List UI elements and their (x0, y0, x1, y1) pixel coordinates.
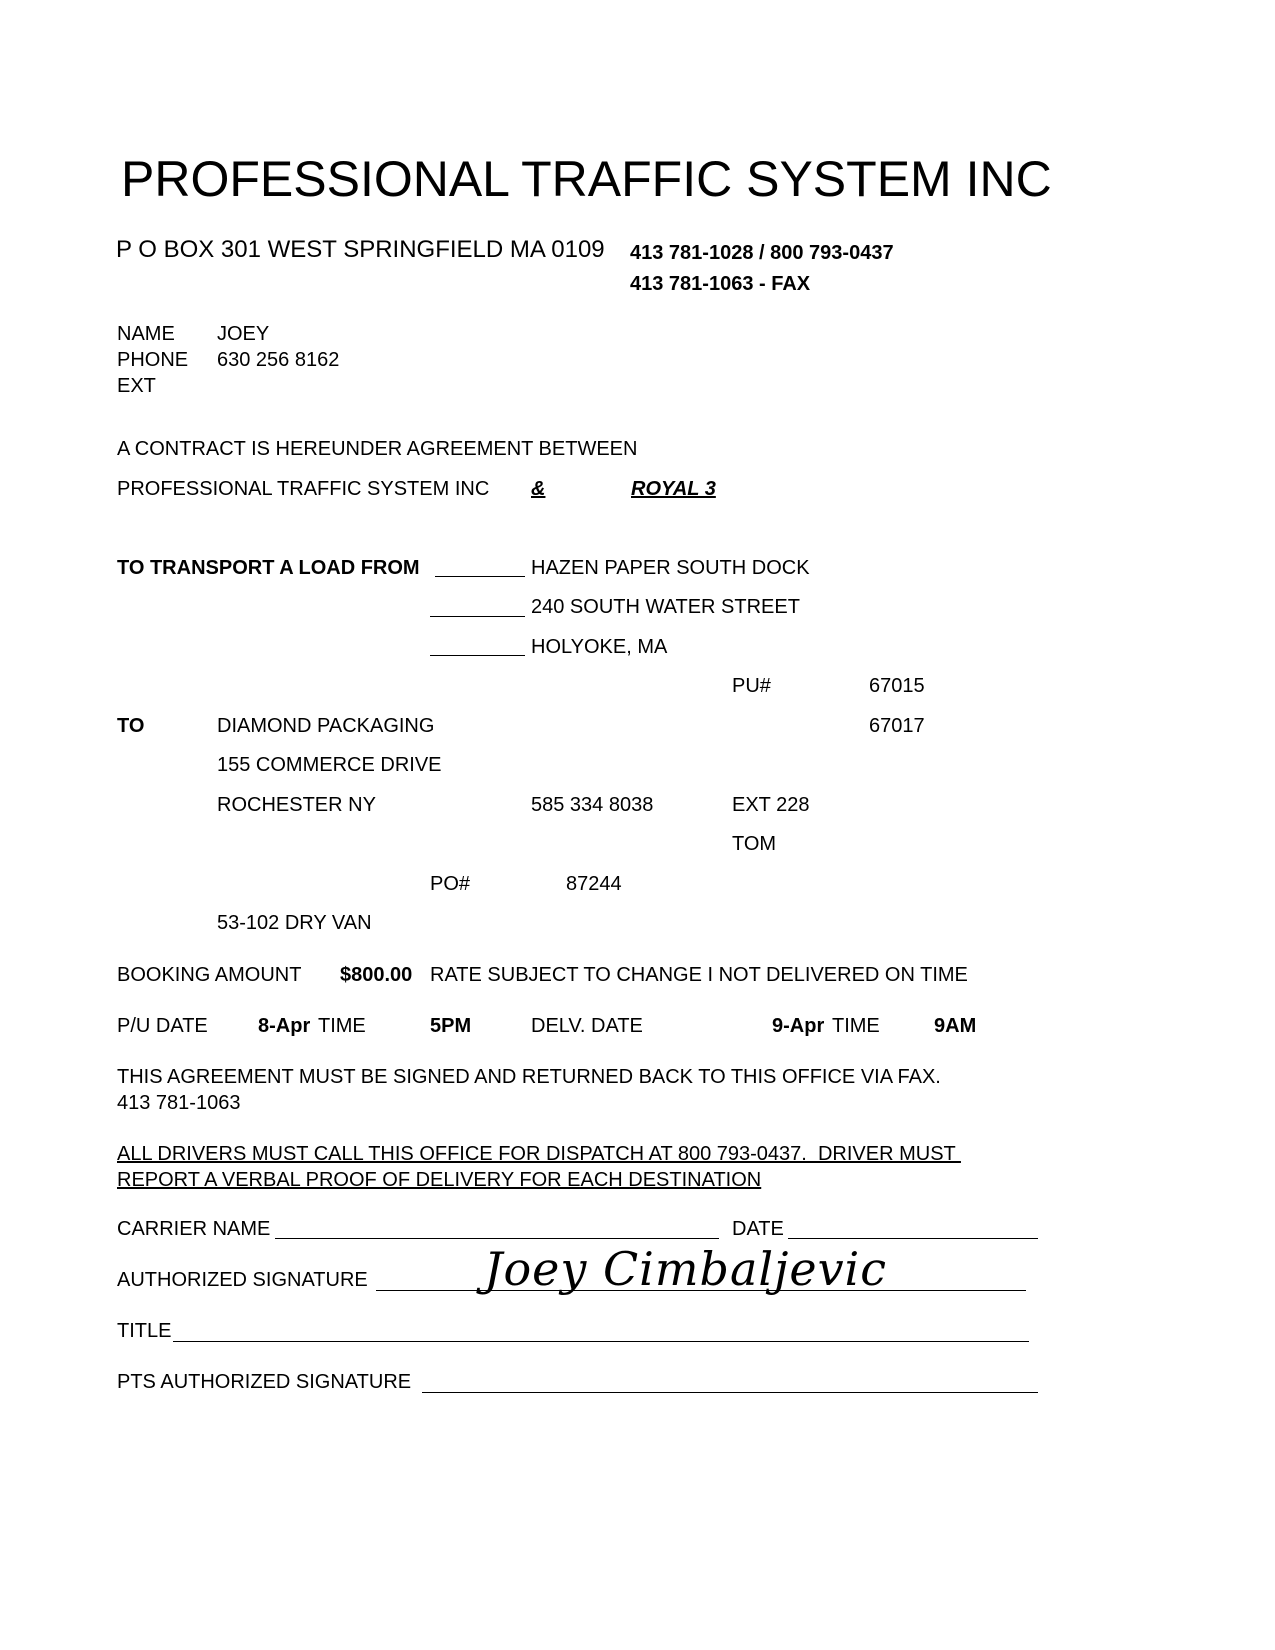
destination-line3: ROCHESTER NY (217, 794, 376, 816)
company-address: P O BOX 301 WEST SPRINGFIELD MA 0109 (116, 236, 605, 263)
pts-signature-field[interactable] (422, 1392, 1038, 1393)
agreement-intro: A CONTRACT IS HEREUNDER AGREEMENT BETWEEN (117, 438, 638, 460)
po-label: PO# (430, 873, 471, 895)
agreement-ampersand: & (531, 478, 546, 500)
date-label: DATE (732, 1218, 784, 1240)
pts-signature-label: PTS AUTHORIZED SIGNATURE (117, 1371, 412, 1393)
dispatch-notice-2: REPORT A VERBAL PROOF OF DELIVERY FOR EACH DESTINATION (117, 1169, 762, 1191)
ext-label: EXT (117, 375, 156, 397)
pu-date-value: 8-Apr (258, 1015, 311, 1037)
destination-contact: TOM (732, 833, 777, 855)
name-value: JOEY (217, 323, 270, 345)
origin-label: TO TRANSPORT A LOAD FROM (117, 557, 420, 579)
origin-line3: HOLYOKE, MA (531, 636, 668, 658)
agreement-party2: ROYAL 3 (631, 478, 716, 500)
phone-value: 630 256 8162 (217, 349, 340, 371)
authorized-signature-label: AUTHORIZED SIGNATURE (117, 1269, 368, 1291)
pu-number-1: 67015 (869, 675, 925, 697)
title-field[interactable] (173, 1341, 1029, 1342)
fax-notice: THIS AGREEMENT MUST BE SIGNED AND RETURNED BACK TO THIS OFFICE VIA FAX. (117, 1066, 941, 1088)
pu-date-label: P/U DATE (117, 1015, 208, 1037)
company-fax: 413 781-1063 - FAX (630, 273, 811, 295)
carrier-name-label: CARRIER NAME (117, 1218, 271, 1240)
destination-phone: 585 334 8038 (531, 794, 654, 816)
origin-blank-3 (430, 655, 525, 656)
booking-amount: $800.00 (340, 964, 413, 986)
date-field[interactable] (788, 1238, 1038, 1239)
fax-number: 413 781-1063 (117, 1092, 241, 1114)
dispatch-notice-1: ALL DRIVERS MUST CALL THIS OFFICE FOR DISPATCH AT 800 793-0437. DRIVER MUST (117, 1143, 961, 1165)
destination-label: TO (117, 715, 145, 737)
origin-blank-1 (435, 576, 525, 577)
origin-line1: HAZEN PAPER SOUTH DOCK (531, 557, 810, 579)
origin-blank-2 (430, 616, 525, 617)
company-phones: 413 781-1028 / 800 793-0437 (630, 242, 894, 264)
origin-line2: 240 SOUTH WATER STREET (531, 596, 800, 618)
booking-note: RATE SUBJECT TO CHANGE I NOT DELIVERED ON TIME (430, 964, 968, 986)
delv-time-label: TIME (832, 1015, 880, 1037)
pu-label: PU# (732, 675, 771, 697)
name-label: NAME (117, 323, 175, 345)
carrier-name-field[interactable] (275, 1238, 719, 1239)
agreement-party1: PROFESSIONAL TRAFFIC SYSTEM INC (117, 478, 490, 500)
handwritten-signature: Joey Cimbaljevic (484, 1242, 888, 1296)
delv-time-value: 9AM (934, 1015, 977, 1037)
title-label: TITLE (117, 1320, 172, 1342)
pu-number-2: 67017 (869, 715, 925, 737)
destination-line2: 155 COMMERCE DRIVE (217, 754, 442, 776)
delv-date-label: DELV. DATE (531, 1015, 643, 1037)
phone-label: PHONE (117, 349, 189, 371)
pu-time-label: TIME (318, 1015, 366, 1037)
delv-date-value: 9-Apr (772, 1015, 825, 1037)
pu-time-value: 5PM (430, 1015, 472, 1037)
equipment: 53-102 DRY VAN (217, 912, 372, 934)
destination-ext: EXT 228 (732, 794, 810, 816)
po-value: 87244 (566, 873, 622, 895)
company-title: PROFESSIONAL TRAFFIC SYSTEM INC (121, 151, 1052, 207)
destination-line1: DIAMOND PACKAGING (217, 715, 435, 737)
booking-label: BOOKING AMOUNT (117, 964, 302, 986)
